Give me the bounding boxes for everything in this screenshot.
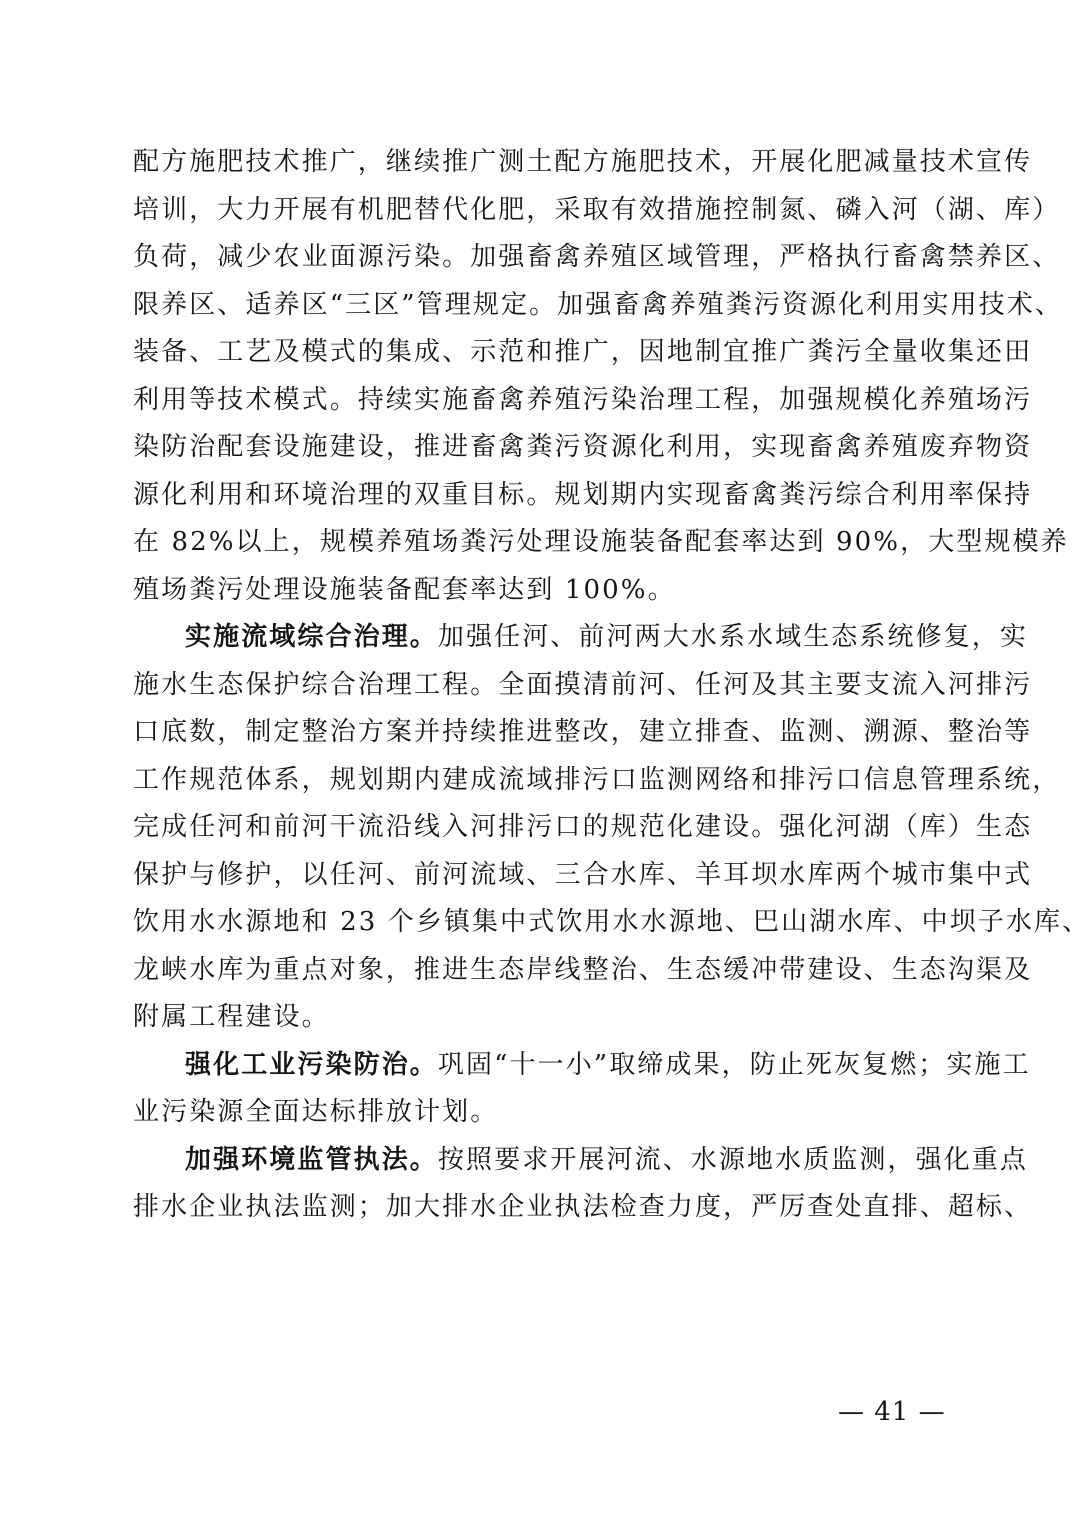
text-line: 附属工程建设。 xyxy=(133,1002,330,1032)
paragraph-enforcement xyxy=(133,1137,1033,1232)
paragraph-industrial-pollution xyxy=(133,1042,1031,1137)
text-line xyxy=(133,1137,1029,1185)
text-line: 负荷，减少农业面源污染。加强畜禽养殖区域管理，严格执行畜禽禁养区、 xyxy=(133,242,1061,272)
text-line: 装备、工艺及模式的集成、示范和推广，因地制宜推广粪污全量收集还田 xyxy=(133,337,1033,367)
text-line: 龙峡水库为重点对象，推进生态岸线整治、生态缓冲带建设、生态沟渠及 xyxy=(133,954,1033,985)
page-body xyxy=(133,139,1090,1232)
text-run: 巩固“十一小”取缔成果，防止死灰复燃；实施工 xyxy=(437,1049,1031,1080)
text-run: 按照要求开展河流、水源地水质监测，强化重点 xyxy=(437,1144,1029,1175)
text-line: 配方施肥技术推广，继续推广测土配方施肥技术，开展化肥减量技术宣传 xyxy=(133,147,1033,177)
text-line: 培训，大力开展有机肥替代化肥，采取有效措施控制氮、磷入河（湖、库） xyxy=(133,194,1061,225)
text-line: 业污染源全面达标排放计划。 xyxy=(133,1097,499,1127)
text-line xyxy=(133,1042,1031,1090)
text-line: 源化利用和环境治理的双重目标。规划期内实现畜禽粪污综合利用率保持 xyxy=(133,479,1033,510)
text-line: 限养区、适养区“三区”管理规定。加强畜禽养殖粪污资源化利用实用技术、 xyxy=(133,289,1063,320)
text-run: 加强任河、前河两大水系水域生态系统修复，实 xyxy=(437,622,1029,652)
paragraph-heading: 实施流域综合治理。 xyxy=(185,622,438,652)
text-line: 完成任河和前河干流沿线入河排污口的规范化建设。强化河湖（库）生态 xyxy=(133,812,1033,842)
text-line: 殖场粪污处理设施装备配套率达到 100%。 xyxy=(133,574,676,605)
text-line: 染防治配套设施建设，推进畜禽粪污资源化利用，实现畜禽养殖废弃物资 xyxy=(133,432,1033,462)
text-line xyxy=(133,614,1029,662)
text-line: 施水生态保护综合治理工程。全面摸清前河、任河及其主要支流入河排污 xyxy=(133,669,1033,700)
text-line: 口底数，制定整治方案并持续推进整改，建立排查、监测、溯源、整治等 xyxy=(133,717,1033,747)
text-line: 工作规范体系，规划期内建成流域排污口监测网络和排污口信息管理系统， xyxy=(133,764,1061,795)
paragraph-heading: 强化工业污染防治。 xyxy=(185,1049,438,1080)
paragraph-livestock-pollution xyxy=(133,139,1069,614)
text-line: 保护与修护，以任河、前河流域、三合水库、羊耳坝水库两个城市集中式 xyxy=(133,859,1033,890)
page-number: — 41 — xyxy=(838,1397,946,1427)
paragraph-watershed-governance xyxy=(133,614,1090,1042)
text-line: 在 82%以上，规模养殖场粪污处理设施装备配套率达到 90%，大型规模养 xyxy=(133,527,1069,557)
text-line: 排水企业执法监测；加大排水企业执法检查力度，严厉查处直排、超标、 xyxy=(133,1192,1033,1222)
paragraph-heading: 加强环境监管执法。 xyxy=(185,1144,438,1175)
text-line: 饮用水水源地和 23 个乡镇集中式饮用水水源地、巴山湖水库、中坝子水库、 xyxy=(133,907,1090,937)
text-line: 利用等技术模式。持续实施畜禽养殖污染治理工程，加强规模化养殖场污 xyxy=(133,384,1033,415)
